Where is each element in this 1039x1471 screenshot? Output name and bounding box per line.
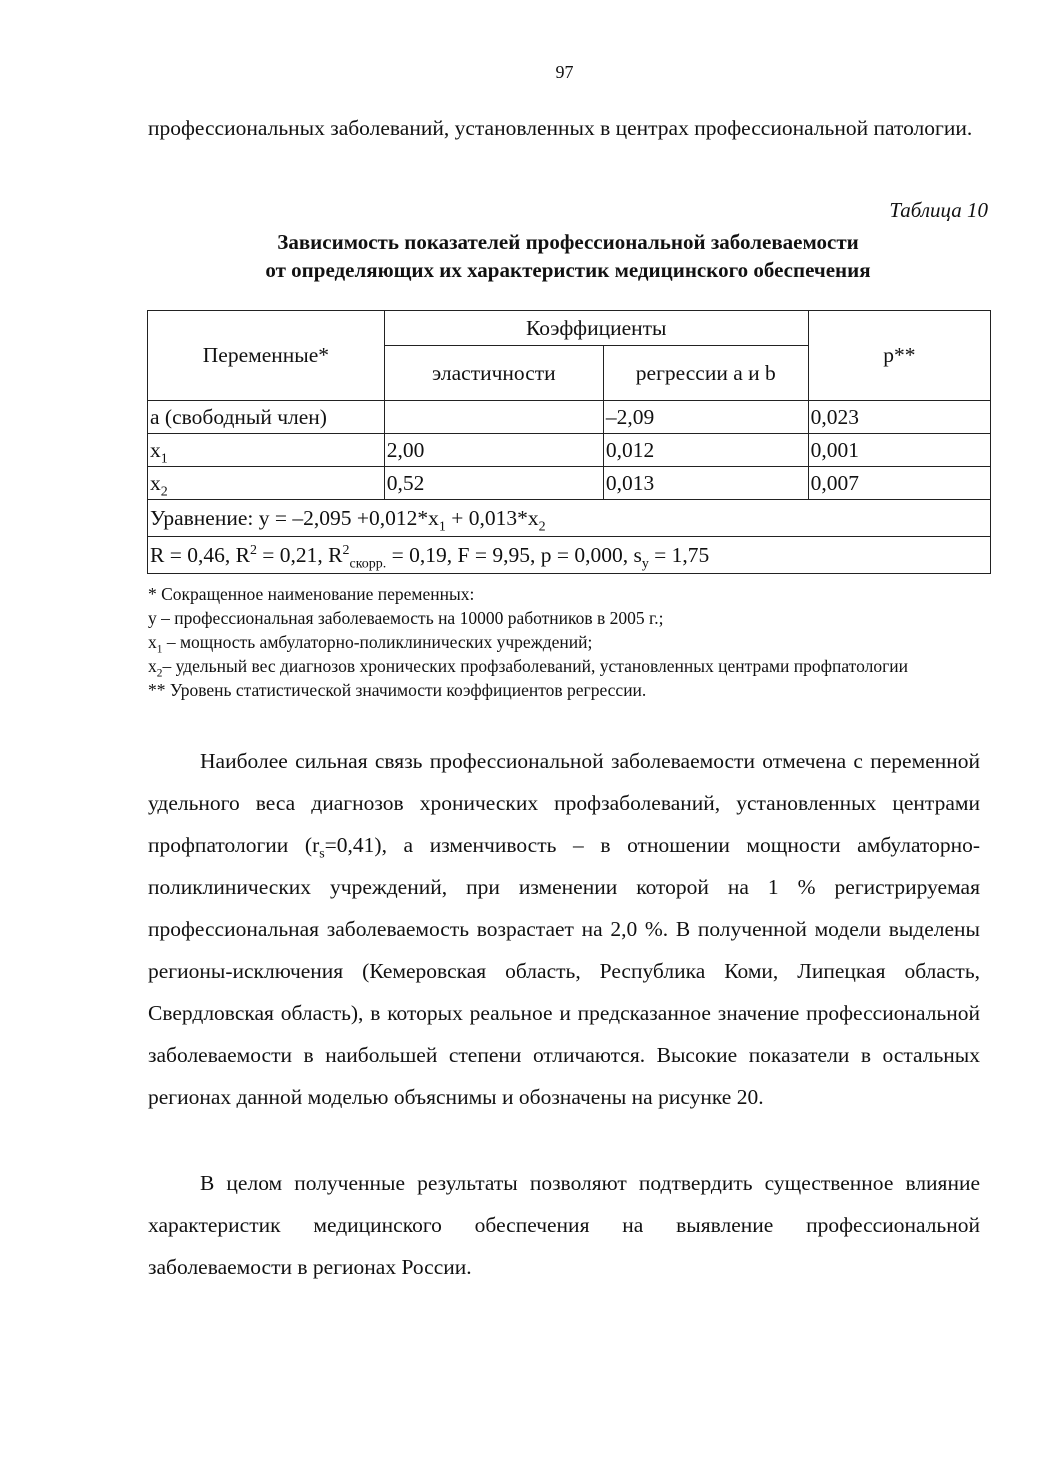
stats-sub: y [641,555,649,571]
table-title-line-2: от определяющих их характеристик медицинского обеспечения [265,258,871,282]
cell-variable [148,467,385,500]
cell-p: 0,023 [808,401,990,434]
regression-table [147,310,991,574]
cell-variable [148,401,385,434]
body-paragraph-1 [148,740,980,1118]
table-row [148,434,991,467]
equation-text: + 0,013*x [445,505,539,530]
note-text: – удельный вес диагнозов хронических профзаболеваний, установленных центрами профпатологии [162,656,908,676]
equation-row [148,500,991,537]
note-var: x [148,632,157,652]
paragraph-sub: s [319,846,325,862]
header-regression: регрессии a и b [603,346,808,401]
cell-regression: –2,09 [603,401,808,434]
stats-text: = 0,19, F = 9,95, p = 0,000, s [386,542,642,567]
variable-name: x [150,470,161,495]
header-elasticity: эластичности [384,346,603,401]
header-p: p** [808,311,990,401]
cell-regression: 0,013 [603,467,808,500]
stats-sub: скорр. [349,555,387,571]
stats-text: = 1,75 [648,542,710,567]
table-caption: Таблица 10 [889,198,988,222]
equation-sub: 2 [538,518,546,534]
table-header-row-1 [148,311,991,346]
stats-sup: 2 [249,542,257,558]
variable-name: a (свободный член) [150,404,327,429]
cell-elasticity: 2,00 [384,434,603,467]
table-row [148,401,991,434]
cell-regression: 0,012 [603,434,808,467]
paragraph-text: Наиболее сильная связь профессиональной заболеваемости отмечена с переменной удельного веса диагнозов хронических профзаболеваний, установленных центрами профпатологии (r [148,749,980,857]
header-variables: Переменные* [148,311,385,401]
cell-p: 0,001 [808,434,990,467]
stats-text: = 0,21, R [256,542,343,567]
note-var: x [148,656,157,676]
body-paragraph-2: В целом полученные результаты позволяют подтвердить существенное влияние характеристик медицинского обеспечения на выявление профессиональной заболеваемости в регионах России. [148,1171,980,1279]
table-title-line-1: Зависимость показателей профессиональной заболеваемости [277,230,859,254]
header-coefficients: Коэффициенты [384,311,808,346]
note-line: * Сокращенное наименование переменных: [148,584,475,604]
cell-elasticity: 0,52 [384,467,603,500]
note-line [148,630,988,654]
variable-name: x [150,437,161,462]
note-line [148,654,988,678]
stats-row [148,537,991,574]
note-line: y – профессиональная заболеваемость на 10000 работников в 2005 г.; [148,608,664,628]
variable-subscript: 1 [160,450,168,466]
note-line: ** Уровень статистической значимости коэффициентов регрессии. [148,680,647,700]
stats-cell [148,537,991,574]
variable-subscript: 2 [160,483,168,499]
cell-p: 0,007 [808,467,990,500]
stats-sup: 2 [342,542,350,558]
equation-sub: 1 [438,518,446,534]
cell-elasticity [384,401,603,434]
intro-paragraph: профессиональных заболеваний, установленных в центрах профессиональной патологии. [148,116,973,140]
note-sub: 1 [156,643,163,656]
note-sub: 2 [156,667,163,680]
note-text: – мощность амбулаторно-поликлинических учреждений; [162,632,593,652]
stats-text: R = 0,46, R [150,542,250,567]
equation-cell [148,500,991,537]
equation-text: Уравнение: y = –2,095 +0,012*x [150,505,439,530]
page-number: 97 [555,62,574,82]
cell-variable [148,434,385,467]
paragraph-text: =0,41), а изменчивость – в отношении мощности амбулаторно-поликлинических учреждений, при изменении которой на 1 % регистрируемая профессиональная заболеваемость возрастает на 2,0 %. В полученной модели выделены регионы-исключения (Кемеровская область, Республика Коми, Липецкая область, Свердловская область), в которых реальное и предсказанное значение профессиональной заболеваемости в наибольшей степени отличаются. Высокие показатели в остальных регионах данной моделью объяснимы и обозначены на рисунке 20. [148,833,980,1109]
table-row [148,467,991,500]
table-title [148,228,988,284]
table-notes [148,582,988,702]
